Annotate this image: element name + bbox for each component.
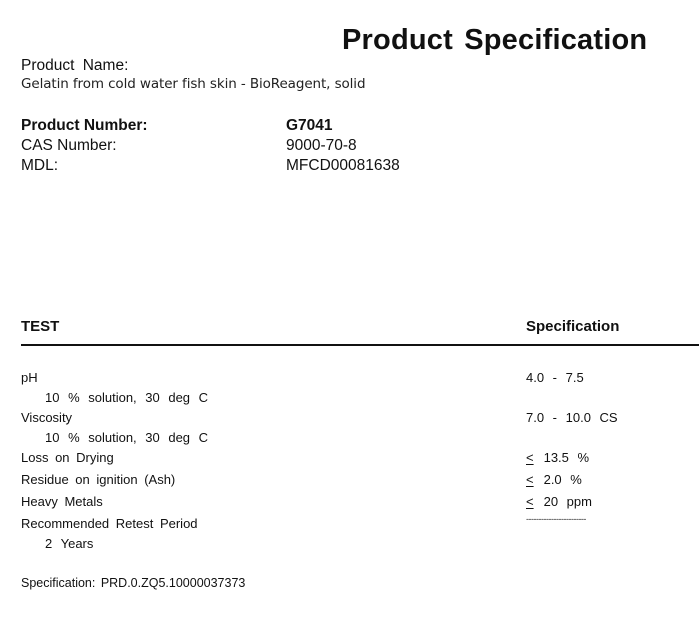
product-number-label: Product Number: xyxy=(21,117,148,134)
cas-number-label: CAS Number: xyxy=(21,137,117,154)
mdl-label: MDL: xyxy=(21,157,59,174)
less-than-or-equal-symbol: < xyxy=(526,450,534,465)
table-row-test: pH xyxy=(21,370,38,385)
table-row-test: Viscosity xyxy=(21,410,73,425)
table-row-spec: 4.0 - 7.5 xyxy=(526,370,584,385)
table-row-test: Recommended Retest Period xyxy=(21,516,198,531)
table-row-test: Heavy Metals xyxy=(21,494,103,509)
table-row-condition: 10 % solution, 30 deg C xyxy=(45,390,209,405)
specification-reference: Specification: PRD.0.ZQ5.10000037373 xyxy=(21,576,246,590)
table-row-spec-group xyxy=(526,450,589,465)
table-row-condition: 10 % solution, 30 deg C xyxy=(45,430,209,445)
mdl-value: MFCD00081638 xyxy=(286,157,400,174)
test-column-header: TEST xyxy=(21,318,60,335)
table-row-spec: 7.0 - 10.0 CS xyxy=(526,410,618,425)
document-title: Product Specification xyxy=(342,24,648,56)
table-row-test: Residue on ignition (Ash) xyxy=(21,472,176,487)
less-than-or-equal-symbol: < xyxy=(526,472,534,487)
table-row-spec: 2.0 % xyxy=(543,472,582,487)
table-row-spec-group xyxy=(526,472,582,487)
table-row-spec: 13.5 % xyxy=(543,450,590,465)
less-than-or-equal-symbol: < xyxy=(526,494,534,509)
cas-number-value: 9000-70-8 xyxy=(286,137,357,154)
product-number-value: G7041 xyxy=(286,117,333,134)
table-row-test: Loss on Drying xyxy=(21,450,114,465)
specification-column-header: Specification xyxy=(526,318,620,335)
product-name-label: Product Name: xyxy=(21,57,129,74)
header-divider xyxy=(21,344,699,346)
table-row-spec: 20 ppm xyxy=(543,494,592,509)
product-name-value: Gelatin from cold water fish skin - BioReagent, solid xyxy=(21,76,366,92)
table-row-condition: 2 Years xyxy=(45,536,94,551)
table-row-spec-group xyxy=(526,494,592,509)
table-row-spec-dashes: ------------------------ xyxy=(526,514,586,524)
